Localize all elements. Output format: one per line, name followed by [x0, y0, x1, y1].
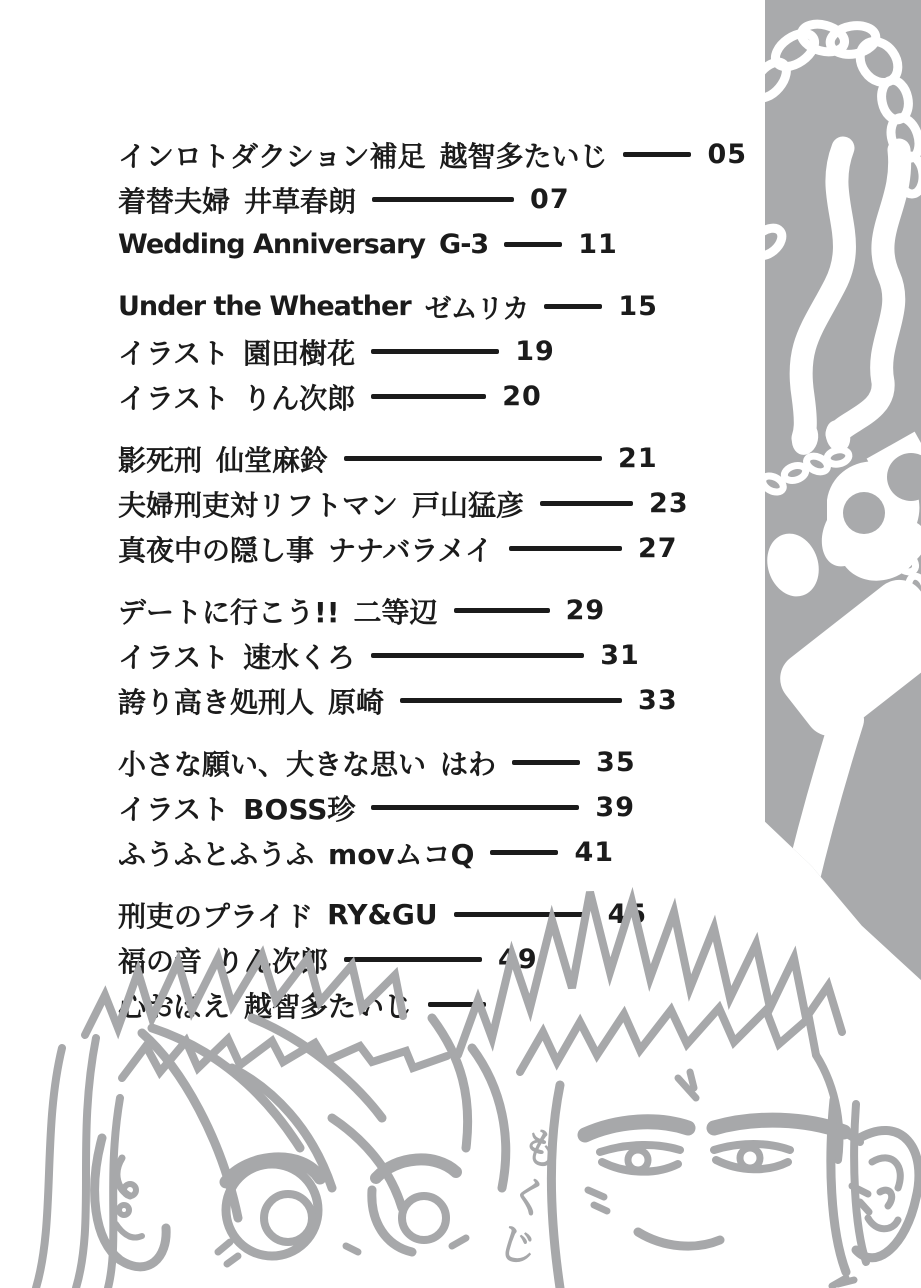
toc-entry [118, 132, 747, 177]
toc-entry-author: はわ [440, 747, 497, 781]
toc-group [118, 436, 747, 571]
toc-entry-title: 刑吏のプライド [118, 899, 314, 933]
bottom-sketch-illustration [0, 870, 921, 1288]
toc-leader-line [371, 394, 486, 399]
toc-entry-author: 仙堂麻鈴 [216, 443, 329, 477]
toc-entry-page: 20 [502, 381, 542, 412]
toc-entry [118, 329, 747, 374]
toc-entry-page: 19 [515, 336, 555, 367]
toc-entry-page: 15 [618, 291, 658, 322]
toc-entry-title: 着替夫婦 [118, 184, 231, 218]
toc-entry-page: 45 [607, 899, 648, 930]
toc-leader-line [540, 501, 633, 506]
toc-entry-author: 二等辺 [353, 595, 438, 629]
toc-group [118, 284, 747, 419]
handcuffs-icon [822, 453, 921, 602]
toc-entry [118, 222, 747, 267]
toc-entry-page: 21 [618, 443, 658, 474]
toc-entry-page: 05 [707, 139, 748, 170]
toc-entry-title: 真夜中の隠し事 [118, 533, 315, 567]
toc-leader-line [371, 805, 579, 810]
toc-leader-line [623, 152, 691, 157]
toc-entry-author: 井草春朗 [244, 184, 357, 218]
toc-entry-title: ふうふとふうふ [118, 837, 315, 871]
whip-icon [801, 148, 900, 438]
toc-group [118, 588, 747, 723]
toc-entry-author: りん次郎 [243, 381, 356, 415]
toc-entry-page: 11 [578, 229, 618, 260]
toc-entry-page: 27 [637, 533, 678, 564]
toc-entry-title: イラスト [118, 792, 230, 826]
toc-entry-title: イラスト [118, 336, 230, 370]
toc-leader-line [371, 653, 584, 658]
toc-entry [118, 481, 747, 526]
decorative-side-panel [765, 0, 921, 990]
toc-entry-author: 戸山猛彦 [412, 488, 525, 522]
panel-artwork [765, 0, 921, 990]
oval-shape [765, 527, 827, 603]
toc-leader-line [504, 242, 562, 247]
toc-entry-author: 越智多たいじ [439, 139, 608, 173]
toc-group [118, 740, 747, 875]
toc-entry-page: 41 [574, 837, 615, 868]
toc-entry-page: 07 [530, 184, 570, 215]
toc-entry-title: 誇り高き処刑人 [118, 685, 315, 719]
toc-entry-page: 31 [600, 640, 640, 671]
toc-entry-author: BOSS珍 [243, 792, 356, 826]
toc-entry [118, 284, 747, 329]
toc-entry-page: 29 [565, 595, 606, 626]
toc-entry-title: 福の音 [118, 944, 203, 978]
man-hair-sketch [458, 892, 848, 1120]
toc-entry [118, 678, 747, 723]
toc-leader-line [454, 608, 550, 613]
toc-entry [118, 740, 747, 785]
toc-entry-author: 原崎 [328, 685, 385, 719]
toc-leader-line [400, 698, 622, 703]
toc-entry-title: 心おぼえ [118, 989, 231, 1023]
contents-label: もくじ [484, 1120, 569, 1278]
toc-leader-line [371, 349, 499, 354]
toc-leader-line [372, 197, 514, 202]
toc-entry-page: 33 [638, 685, 678, 716]
toc-entry-title: 夫婦刑吏対リフトマン [118, 488, 399, 522]
toc-entry-author: ゼムリカ [424, 294, 529, 325]
toc-entry [118, 526, 747, 571]
toc-entry-title: Wedding Anniversary [118, 229, 426, 260]
toc-leader-line [509, 546, 622, 551]
toc-entry-author: RY&GU [327, 898, 438, 931]
toc-entry-author: 越智多たいじ [244, 989, 413, 1023]
toc-entry-title: イラスト [118, 381, 230, 415]
toc-entry [118, 588, 747, 633]
toc-entry-title: 小さな願い、大きな思い [118, 747, 427, 781]
toc-entry [118, 177, 747, 222]
toc-entry [118, 785, 747, 830]
toc-entry-title: 影死刑 [118, 443, 203, 477]
toc-leader-line [344, 456, 602, 461]
toc-entry-author: 速水くろ [243, 640, 356, 674]
toc-entry-author: りん次郎 [216, 944, 329, 978]
toc-entry-author: movムコQ [328, 837, 475, 871]
toc-entry-title: イラスト [118, 640, 230, 674]
toc-leader-line [544, 304, 602, 309]
toc-entry-author: G-3 [439, 229, 489, 260]
toc-entry-author: 園田樹花 [243, 336, 356, 370]
toc-entry-title: デートに行こう!! [118, 595, 340, 629]
toc-entry-page: 39 [595, 792, 635, 823]
toc-entry [118, 436, 747, 481]
toc-leader-line [512, 760, 580, 765]
toc-entry-page: 23 [649, 488, 689, 519]
toc-entry [118, 830, 747, 875]
toc-entry [118, 374, 747, 419]
toc-entry-author: ナナバラメイ [328, 533, 493, 567]
toc-entry-page: 35 [596, 747, 636, 778]
spiky-strokes [85, 955, 447, 1078]
toc-entry-title: Under the Wheather [118, 291, 411, 322]
toc-entry [118, 633, 747, 678]
toc-leader-line [490, 850, 558, 855]
toc-group [118, 132, 747, 267]
toc-entry-title: インロトダクション補足 [118, 139, 426, 173]
toc-entry-page: 49 [498, 944, 538, 975]
